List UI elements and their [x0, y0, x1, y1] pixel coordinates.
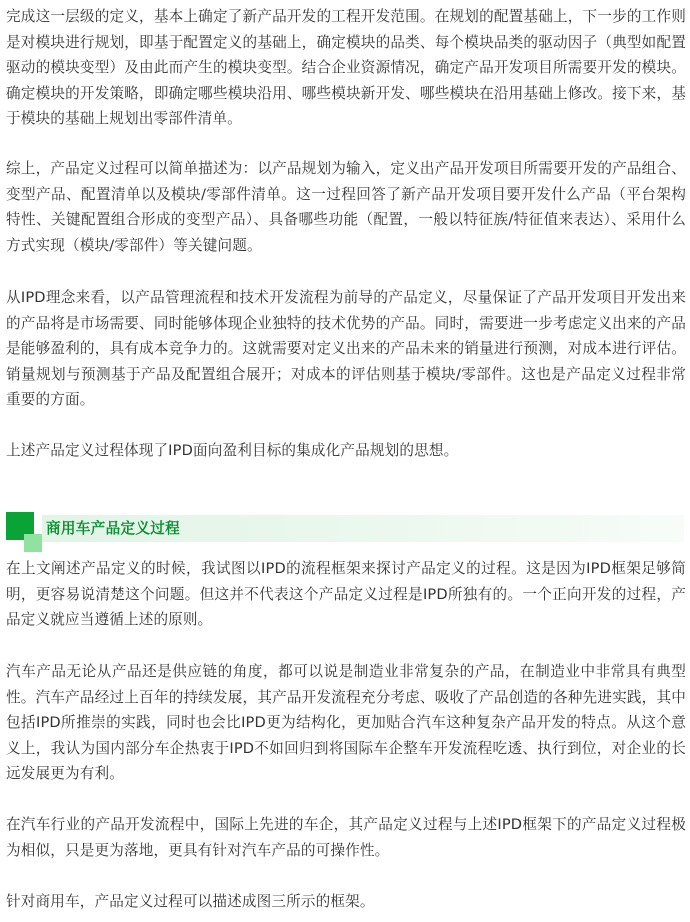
paragraph-summary: 综上，产品定义过程可以简单描述为：以产品规划为输入，定义出产品开发项目所需要开发的产品组合、变型产品、配置清单以及模块/零部件清单。这一过程回答了新产品开发项目要开发什么产品（平台架构特性、关键配置组合形成的变型产品）、具备哪些功能（配置，一般以特征族/特征值来表达）、采用什么方式实现（模块/零部件）等关键问题。	[6, 160, 686, 254]
paragraph-ipd-concept: 从IPD理念来看，以产品管理流程和技术开发流程为前导的产品定义，尽量保证了产品开发项目开发出来的产品将是市场需要、同时能够体现企业独特的技术优势的产品。同时，需要进一步考虑定义出来的产品是能够盈利的，具有成本竞争力的。这就需要对定义出来的产品未来的销量进行预测，对成本进行评估。销量规划与预测基于产品及配置组合展开；对成本的评估则基于模块/零部件。这也是产品定义过程非常重要的方面。	[6, 289, 686, 408]
paragraph-auto-process: 在汽车行业的产品开发流程中，国际上先进的车企，其产品定义过程与上述IPD框架下的产品定义过程极为相似，只是更为落地，更具有针对汽车产品的可操作性。	[6, 816, 686, 859]
section-heading	[6, 512, 684, 552]
paragraph-auto-industry: 汽车产品无论从产品还是供应链的角度，都可以说是制造业非常复杂的产品，在制造业中非常具有典型性。汽车产品经过上百年的持续发展，其产品开发流程充分考虑、吸收了产品创造的各种先进实践，其中包括IPD所推崇的实践，同时也会比IPD更为结构化，更加贴合汽车这种复杂产品开发的特点。从这个意义上，我认为国内部分车企热衷于IPD不如回归到将国际车企整车开发流程吃透、执行到位，对企业的长远发展更为有利。	[6, 663, 686, 782]
section-heading-title: 商用车产品定义过程	[46, 520, 181, 537]
paragraph-module-planning: 完成这一层级的定义，基本上确定了新产品开发的工程开发范围。在规划的配置基础上，下一步的工作则是对模块进行规划，即基于配置定义的基础上，确定模块的品类、每个模块品类的驱动因子（典型如配置驱动的模块变型）及由此而产生的模块变型。结合企业资源情况，确定产品开发项目所需要开发的模块。确定模块的开发策略，即确定哪些模块沿用、哪些模块新开发、哪些模块在沿用基础上修改。接下来，基于模块的基础上规划出零部件清单。	[6, 8, 686, 127]
paragraph-ipd-profit: 上述产品定义过程体现了IPD面向盈利目标的集成化产品规划的思想。	[6, 442, 459, 459]
paragraph-ipd-framework: 在上文阐述产品定义的时候，我试图以IPD的流程框架来探讨产品定义的过程。这是因为IPD框架足够简明，更容易说清楚这个问题。但这并不代表这个产品定义过程是IPD所独有的。一个正向开发的过程，产品定义就应当遵循上述的原则。	[6, 560, 686, 628]
heading-square-light-icon	[24, 534, 42, 552]
paragraph-commercial-vehicle: 针对商用车，产品定义过程可以描述成图三所示的框架。	[6, 893, 375, 910]
